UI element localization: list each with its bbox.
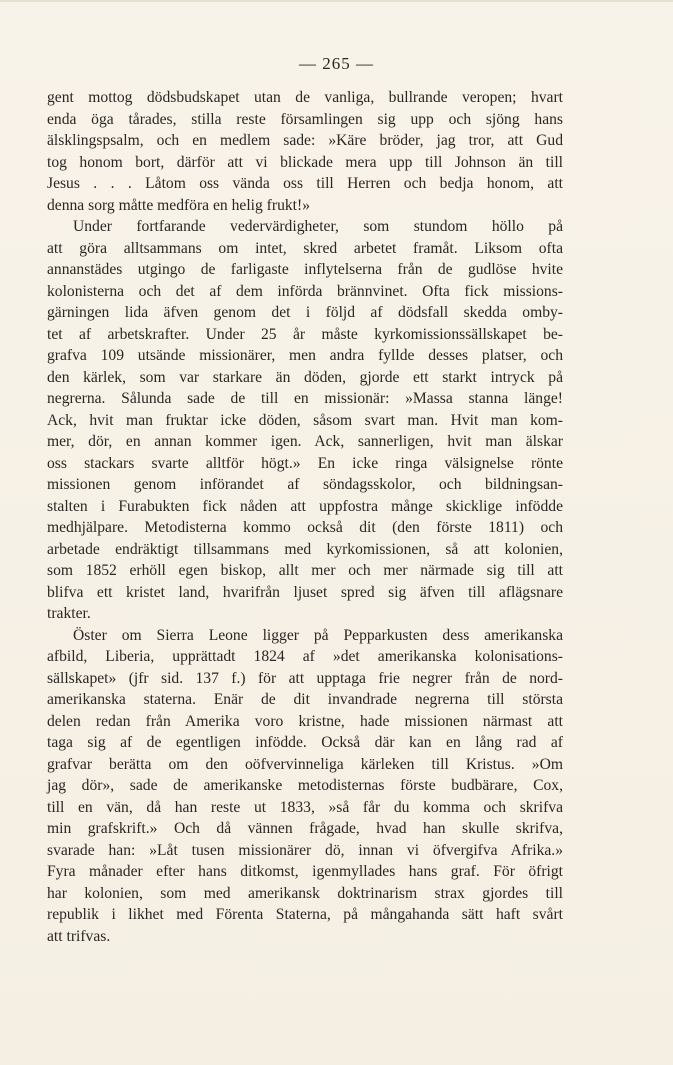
body-text xyxy=(47,87,563,947)
text-line: Öster om Sierra Leone ligger på Pepparkusten dess amerikanska xyxy=(73,626,563,644)
text-line: jag dör», sade de amerikanske metodisternas förste budbärare, Cox, xyxy=(47,777,563,794)
text-line: grafva 109 utsände missionärer, men andra fyllde desses platser, och xyxy=(47,347,563,364)
text-line: afbild, Liberia, upprättadt 1824 af »det amerikanska kolonisations- xyxy=(47,648,563,665)
page-top-edge xyxy=(0,0,673,2)
text-line: gärningen lida äfven genom det i följd af dödsfall skedda omby- xyxy=(47,304,563,321)
text-line: enda öga tårades, stilla reste församlingen sig upp och sjöng hans xyxy=(47,110,563,128)
text-line: Under fortfarande vedervärdigheter, som stundom höllo på xyxy=(73,218,563,235)
text-line: min grafskrift.» Och då vännen frågade, hvad han skulle skrifva, xyxy=(47,820,563,837)
text-line: Fyra månader efter hans ditkomst, igenmyllades hans graf. För öfrigt xyxy=(47,863,563,880)
text-line: arbetade endräktigt tillsammans med kyrkomissionen, så att kolonien, xyxy=(47,540,563,558)
text-line: mer, dör, en annan kommer igen. Ack, sannerligen, hvit man älskar xyxy=(47,433,563,450)
text-line: kolonisterna och det af dem införda brännvinet. Ofta fick missions- xyxy=(47,282,563,300)
text-line: blifva ett kristet land, hvarifrån ljuset spred sig äfven till aflägsnare xyxy=(47,583,563,601)
text-line: missionen genom införandet af söndagsskolor, och bildningsan- xyxy=(47,476,563,493)
text-line: oss stackars svarte alltför högt.» En icke ringa välsignelse rönte xyxy=(47,454,563,472)
text-line: medhjälpare. Metodisterna kommo också dit (den förste 1811) och xyxy=(47,519,563,536)
text-line: denna sorg måtte medföra en helig frukt!» xyxy=(47,196,310,214)
text-line: negrerna. Sålunda sade de till en missionär: »Massa stanna länge! xyxy=(47,390,563,407)
text-line: att trifvas. xyxy=(47,927,111,945)
page-number: — 265 — xyxy=(299,54,374,73)
text-line: annanstädes utgingo de farligaste inflytelserna från de gudlöse hvite xyxy=(47,261,563,278)
text-line: den kärlek, som var starkare än döden, gjorde ett starkt intryck på xyxy=(47,368,563,386)
text-line: svarade han: »Låt tusen missionärer dö, innan vi öfvergifva Afrika.» xyxy=(47,841,563,859)
text-line: sällskapet» (jfr sid. 137 f.) för att upptaga frie negrer från de nord- xyxy=(47,669,563,687)
text-line: grafvar berätta om den oöfvervinneliga kärleken till Kristus. »Om xyxy=(47,755,563,773)
text-line: stalten i Furabukten fick nåden att uppfostra månge skicklige infödde xyxy=(47,497,563,515)
text-line: tog honom bort, därför att vi blickade mera upp till Johnson än till xyxy=(47,153,563,171)
text-line: amerikanska staterna. Enär de dit invandrade negrerna till största xyxy=(47,691,563,708)
text-line: att göra alltsammans om intet, skred arbetet framåt. Liksom ofta xyxy=(47,239,563,257)
text-line: Ack, hvit man fruktar icke döden, såsom svart man. Hvit man kom- xyxy=(47,411,563,429)
text-line: republik i likhet med Förenta Staterna, på mångahanda sätt haft svårt xyxy=(47,906,563,923)
text-line: älsklingspsalm, och en medlem sade: »Käre bröder, jag tror, att Gud xyxy=(47,132,563,149)
text-line: trakter. xyxy=(47,605,91,622)
text-line: till en vän, då han reste ut 1833, »så får du komma och skrifva xyxy=(47,798,563,816)
text-line: har kolonien, som med amerikansk doktrinarism strax gjordes till xyxy=(47,884,563,902)
text-line: taga sig af de egentligen infödde. Också där kan en lång rad af xyxy=(47,734,563,751)
text-line: tet af arbetskrafter. Under 25 år måste kyrkomissionssällskapet be- xyxy=(47,325,563,343)
text-line: som 1852 erhöll egen biskop, allt mer och mer närmade sig till att xyxy=(47,562,563,579)
text-line: delen redan från Amerika voro kristne, hade missionen närmast att xyxy=(47,712,563,730)
text-line: gent mottog dödsbudskapet utan de vanliga, bullrande veropen; hvart xyxy=(47,89,563,106)
text-line: Jesus . . . Låtom oss vända oss till Herren och bedja honom, att xyxy=(47,175,563,192)
